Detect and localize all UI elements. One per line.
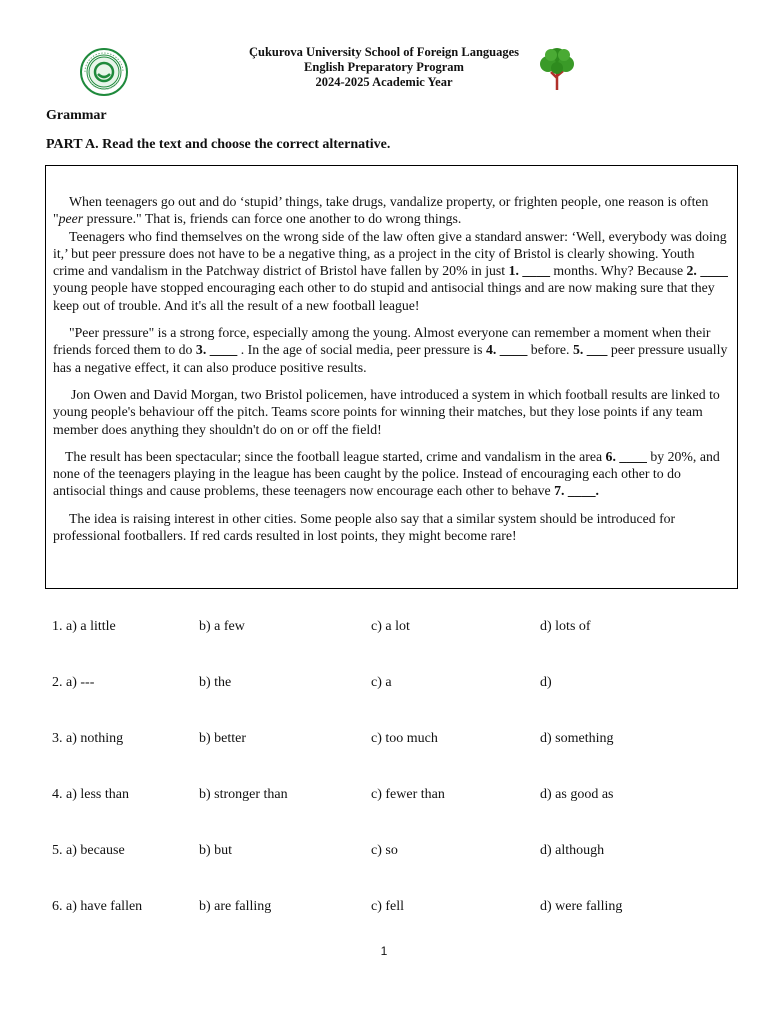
header-title-block bbox=[232, 45, 536, 90]
blank-2: 2. ____ bbox=[686, 263, 728, 279]
option-c: c) a bbox=[371, 675, 392, 690]
option-b: b) stronger than bbox=[199, 787, 288, 802]
option-b: b) the bbox=[199, 675, 232, 690]
option-a: 4. a) less than bbox=[52, 787, 129, 802]
option-c: c) fewer than bbox=[371, 787, 445, 802]
header-line-year: 2024-2025 Academic Year bbox=[315, 75, 453, 89]
option-c: c) too much bbox=[371, 731, 438, 746]
option-b: b) but bbox=[199, 843, 233, 858]
option-a: 5. a) because bbox=[52, 843, 125, 858]
blank-3: 3. ____ bbox=[195, 342, 238, 358]
document-header bbox=[0, 44, 768, 94]
passage-paragraph-5: The result has been spectacular; since the football league started, crime and vandalism in the area 6. ____ by 20%, and none of the teenagers playing in the league has been caught by the police. Instead of encouraging each other to do antisocial things and cause problems, these teenagers now encourage each other to behave 7. ____. bbox=[53, 448, 720, 499]
question-row bbox=[52, 724, 752, 780]
option-d: d) although bbox=[540, 843, 605, 858]
page-number: 1 bbox=[380, 944, 388, 958]
part-a-instructions: PART A. Read the text and choose the correct alternative. bbox=[46, 137, 391, 152]
option-a: 2. a) --- bbox=[52, 675, 95, 690]
passage-paragraph-1: When teenagers go out and do ‘stupid’ things, take drugs, vandalize property, or frighten people, one reason is often "peer pressure." That is, friends can force one another to do wrong things. bbox=[53, 194, 709, 227]
option-c: c) so bbox=[371, 843, 398, 858]
question-row bbox=[52, 612, 752, 668]
option-d: d) were falling bbox=[540, 899, 623, 914]
section-title: Grammar bbox=[46, 108, 107, 123]
option-c: c) fell bbox=[371, 899, 405, 914]
blank-4: 4. ____ bbox=[485, 342, 528, 358]
option-d: d) as good as bbox=[540, 787, 614, 802]
passage-paragraph-4: Jon Owen and David Morgan, two Bristol policemen, have introduced a system in which football results are linked to young people's behaviour off the pitch. Teams score points for winning their matches, but they lose points if any team member does anything they shouldn't do on or off the field! bbox=[53, 386, 720, 437]
university-seal-icon bbox=[80, 48, 128, 96]
header-line-program: English Preparatory Program bbox=[304, 60, 464, 74]
blank-1: 1. ____ bbox=[508, 263, 550, 279]
option-d: d) something bbox=[540, 731, 614, 746]
question-list bbox=[52, 612, 752, 948]
header-line-institution: Çukurova University School of Foreign Languages bbox=[248, 45, 520, 59]
option-a: 1. a) a little bbox=[52, 619, 116, 634]
blank-7: 7. ____. bbox=[554, 483, 599, 499]
question-row bbox=[52, 892, 752, 948]
option-c: c) a lot bbox=[371, 619, 410, 634]
option-a: 6. a) have fallen bbox=[52, 899, 143, 914]
question-row bbox=[52, 780, 752, 836]
passage-paragraph-3: "Peer pressure" is a strong force, especially among the young. Almost everyone can remember a moment when their friends forced them to do 3. ____ . In the age of social media, peer pressure is 4. ____ before. 5. ___ peer pressure usually has a negative effect, it can also produce positive results. bbox=[53, 325, 728, 375]
reading-passage-box bbox=[45, 165, 738, 589]
tree-icon bbox=[537, 46, 577, 92]
question-row bbox=[52, 668, 752, 724]
option-b: b) better bbox=[199, 731, 247, 746]
option-d: d) lots of bbox=[540, 619, 591, 634]
option-b: b) a few bbox=[199, 619, 245, 634]
blank-6: 6. ____ bbox=[605, 448, 647, 464]
passage-paragraph-6: The idea is raising interest in other cities. Some people also say that a similar system should be introduced for professional footballers. If red cards resulted in lost points, they might become rare! bbox=[53, 510, 676, 544]
option-a: 3. a) nothing bbox=[52, 731, 124, 746]
blank-5: 5. ___ bbox=[572, 342, 608, 358]
option-d: d) bbox=[540, 675, 552, 690]
question-row bbox=[52, 836, 752, 892]
option-b: b) are falling bbox=[199, 899, 272, 914]
passage-paragraph-2: Teenagers who find themselves on the wrong side of the law often give a standard answer: ‘Well, everybody was doing it,’ but peer pressure does not have to be a negative thing, as a project in the city of Bristol is clearly showing. Youth crime and vandalism in the Patchway district of Bristol have fallen by 20% in just 1. ____ months. Why? Because 2. ____ young people have stopped encouraging each other to do stupid and antisocial things and are now making sure that they keep out of trouble. And it's all the result of a new football league! bbox=[53, 228, 728, 313]
